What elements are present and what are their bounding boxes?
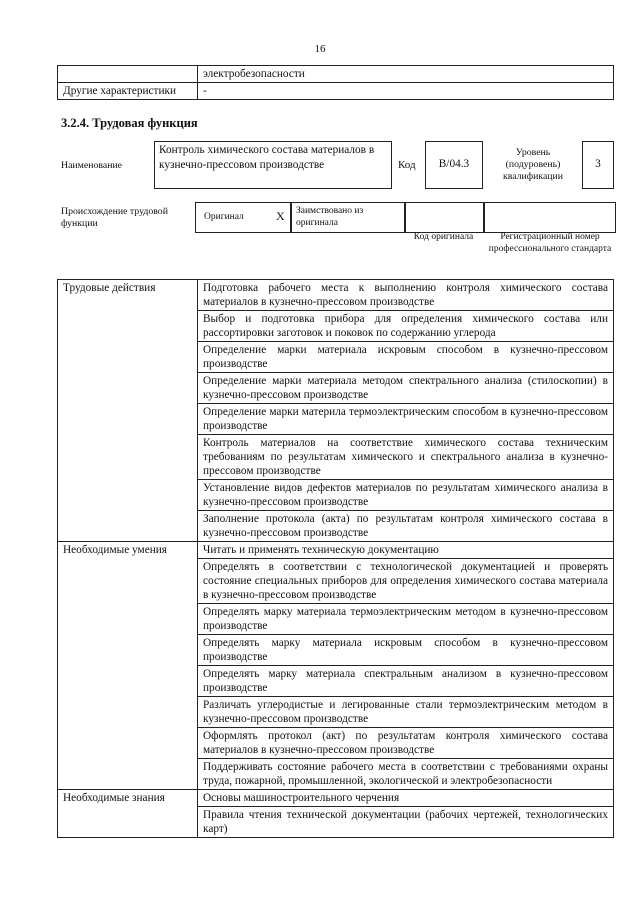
level-label: Уровень (подуровень) квалификации	[502, 147, 564, 182]
page-number: 16	[314, 43, 326, 55]
original-code-box	[404, 202, 485, 233]
borrowed-label: Заимствовано из оригинала	[296, 206, 364, 228]
section-item: Определение марки материла термоэлектрическим способом в кузнечно-прессовом производстве	[198, 404, 614, 435]
section-item: Определять в соответствии с технологической документацией и проверять состояние специальных приборов для определения химического состава материала в кузнечно-прессовом производстве	[198, 559, 614, 604]
section-item: Поддерживать состояние рабочего места в соответствии с требованиями охраны труда, пожарной, промышленной, экологической и электробезопасности	[198, 759, 614, 790]
table-cell	[58, 66, 198, 83]
continued-text: электробезопасности	[198, 66, 614, 83]
original-code-caption: Код оригинала	[413, 232, 474, 242]
reg-number-box	[483, 202, 616, 233]
origin-label: Происхождение трудовой функции	[61, 206, 168, 229]
table-row	[58, 542, 614, 559]
table-row	[58, 66, 614, 83]
level-box	[582, 141, 614, 189]
section-label: Необходимые умения	[58, 542, 198, 790]
row-label: Другие характеристики	[58, 83, 198, 100]
name-value: Контроль химического состава материалов в кузнечно-прессовом производстве	[159, 144, 375, 171]
section-item: Оформлять протокол (акт) по результатам контроля химического состава материалов в кузнечно-прессовом производстве	[198, 728, 614, 759]
section-item: Определять марку материала термоэлектрическим методом в кузнечно-прессовом производстве	[198, 604, 614, 635]
section-item: Определение марки материала методом спектрального анализа (стилоскопии) в кузнечно-прессовом производстве	[198, 373, 614, 404]
name-box	[154, 141, 392, 189]
row-value: -	[198, 83, 614, 100]
code-value: В/04.3	[438, 158, 470, 170]
level-value: 3	[595, 158, 601, 170]
section-item: Определять марку материала спектральным анализом в кузнечно-прессовом производстве	[198, 666, 614, 697]
reg-number-caption: Регистрационный номер профессионального стандарта	[488, 232, 612, 254]
section-item: Различать углеродистые и легированные стали термоэлектрическим методом в кузнечно-прессовом производстве	[198, 697, 614, 728]
table-row	[58, 83, 614, 100]
section-item: Контроль материалов на соответствие химического состава техническим требованиям по результатам химического и спектрального анализа в кузнечно-прессовом производстве	[198, 435, 614, 480]
section-item: Установление видов дефектов материалов по результатам химического анализа в кузнечно-прессовом производстве	[198, 480, 614, 511]
main-table	[57, 279, 614, 838]
top-table	[57, 65, 614, 100]
section-label: Трудовые действия	[58, 280, 198, 542]
section-item: Основы машиностроительного черчения	[198, 790, 614, 807]
original-label: Оригинал	[204, 212, 244, 222]
section-item: Читать и применять техническую документацию	[198, 542, 614, 559]
code-label: Код	[398, 159, 416, 171]
original-box	[195, 202, 292, 233]
section-item: Определять марку материала искровым способом в кузнечно-прессовом производстве	[198, 635, 614, 666]
section-label: Необходимые знания	[58, 790, 198, 838]
section-title: 3.2.4. Трудовая функция	[61, 116, 198, 130]
section-item: Определение марки материала искровым способом в кузнечно-прессовом производстве	[198, 342, 614, 373]
section-item: Правила чтения технической документации (рабочих чертежей, технологических карт)	[198, 807, 614, 838]
original-mark: X	[276, 209, 285, 223]
section-item: Подготовка рабочего места к выполнению контроля химического состава материалов в кузнечно-прессовом производстве	[198, 280, 614, 311]
borrowed-box	[290, 202, 406, 233]
code-box	[425, 141, 483, 189]
section-item: Выбор и подготовка прибора для определения химического состава или рассортировки заготовок и поковок по содержанию углерода	[198, 311, 614, 342]
table-row	[58, 790, 614, 807]
name-label: Наименование	[61, 160, 123, 171]
section-item: Заполнение протокола (акта) по результатам контроля химического состава в кузнечно-прессовом производстве	[198, 511, 614, 542]
table-row	[58, 280, 614, 311]
